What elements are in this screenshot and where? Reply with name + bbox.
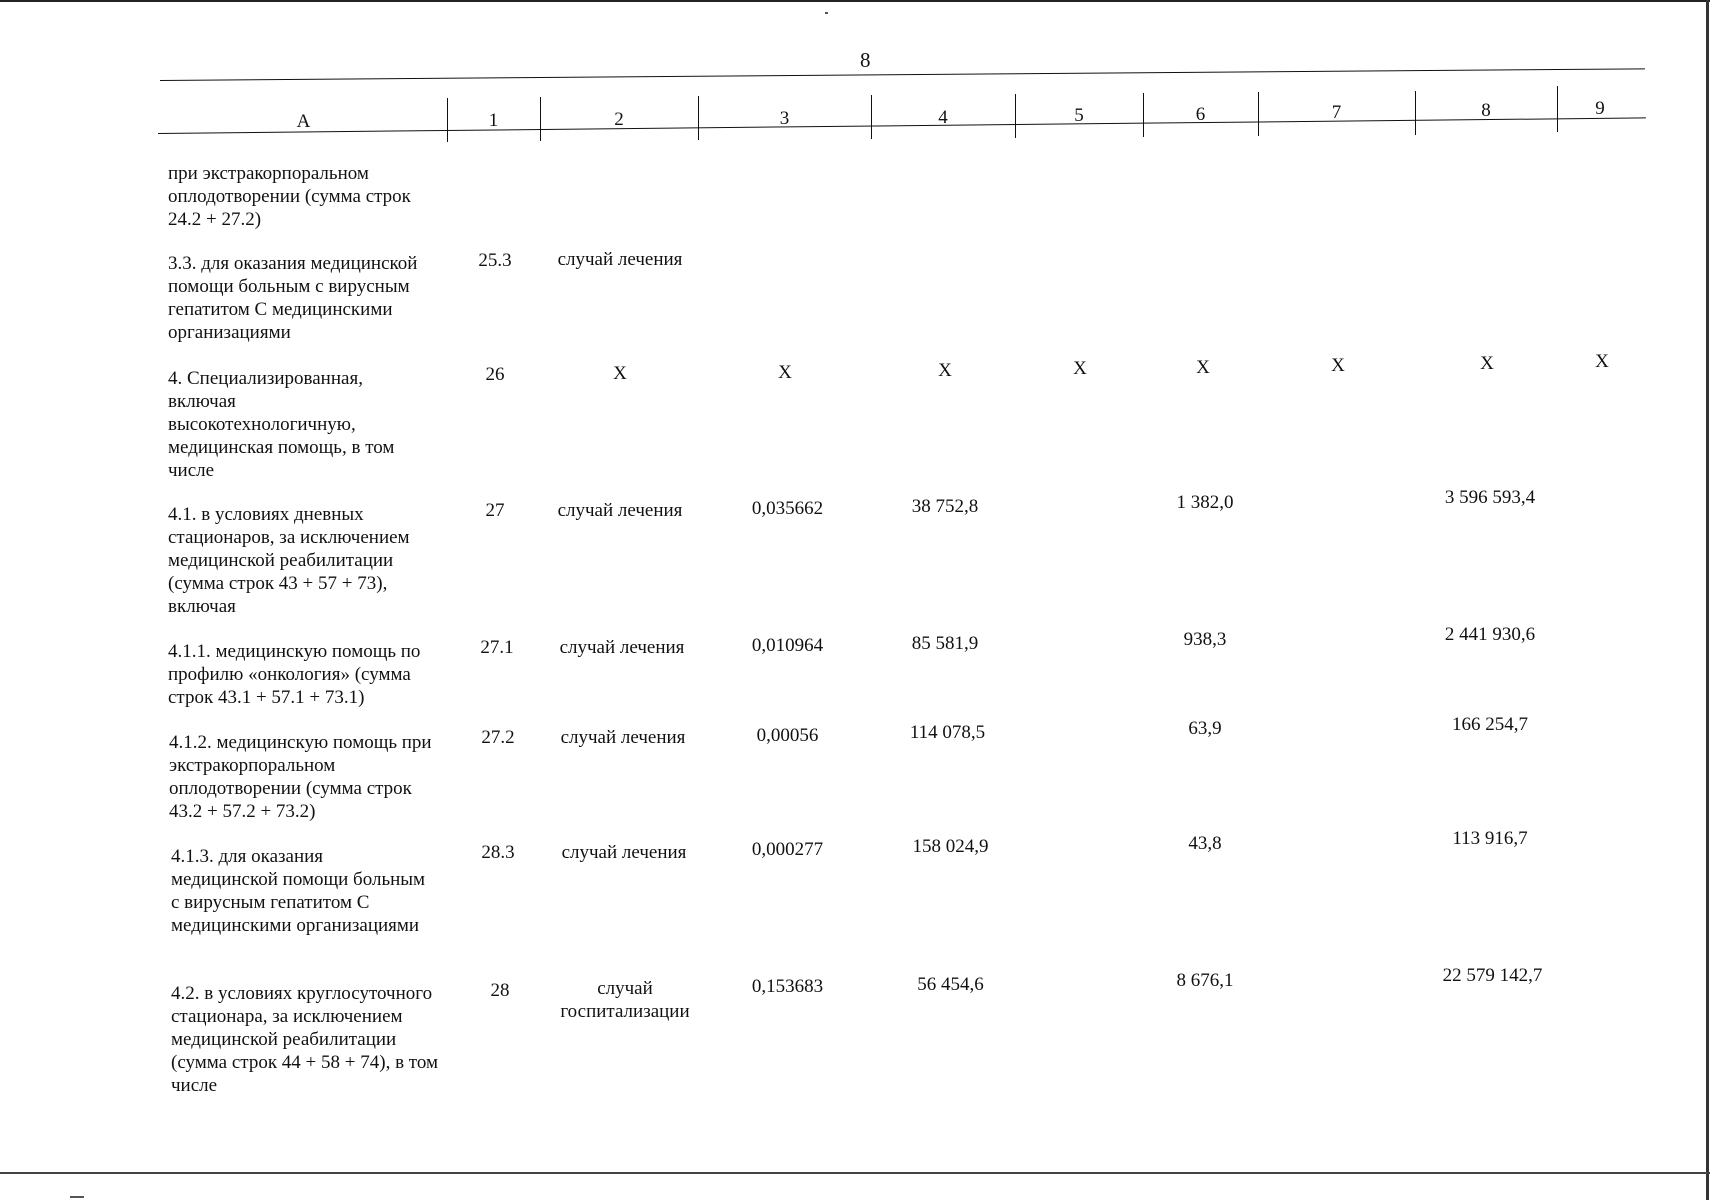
row-value-6: 938,3 (1183, 629, 1227, 650)
row-description: 4.2. в условиях круглосуточного стационара, за исключением медицинской реабилитации (сумма строк 44 + 58 + 74), в том числе (171, 983, 439, 1096)
row-description: 4.1. в условиях дневных стационаров, за исключением медицинской реабилитации (сумма строк 43 + 57 + 73), включая (168, 504, 410, 617)
row-code: 27 (485, 500, 505, 521)
row-value-8: 2 441 930,6 (1444, 624, 1536, 645)
row-value-4: X (938, 360, 952, 381)
row-code: 26 (485, 364, 505, 385)
scan-border-top (0, 0, 1710, 2)
row-unit: случай лечения (560, 727, 686, 748)
row-value-4: 56 454,6 (917, 974, 984, 995)
row-value-8: X (1480, 353, 1494, 374)
row-value-6: 43,8 (1188, 833, 1222, 854)
row-unit: случай лечения (561, 842, 687, 863)
row-value-4: 85 581,9 (911, 633, 979, 654)
scan-speck (825, 12, 828, 14)
header-col-3: 3 (779, 108, 790, 129)
row-value-5: X (1073, 358, 1087, 379)
row-code: 27.1 (480, 637, 514, 658)
row-description: 4.1.2. медицинскую помощь при экстракорпоральном оплодотворении (сумма строк 43.2 + 57.2 + 73.2) (169, 732, 432, 822)
row-unit: случай лечения (557, 500, 683, 521)
row-value-8: 166 254,7 (1452, 714, 1528, 735)
header-col-4: 4 (938, 107, 948, 128)
row-value-3: 0,035662 (751, 498, 824, 519)
header-rule-top (160, 68, 1645, 81)
row-value-4: 114 078,5 (909, 722, 986, 743)
header-col-1: 1 (488, 110, 499, 131)
row-description: 4.1.1. медицинскую помощь по профилю «онкология» (сумма строк 43.1 + 57.1 + 73.1) (168, 641, 421, 708)
row-description: 4. Специализированная, включая высокотехнологичную, медицинская помощь, в том числе (168, 368, 395, 481)
header-col-7: 7 (1331, 102, 1342, 123)
row-value-6: 63,9 (1188, 718, 1222, 739)
row-value-8: 3 596 593,4 (1444, 487, 1536, 508)
row-unit: X (613, 363, 627, 384)
scan-border-bottom (0, 1172, 1710, 1174)
scan-border-right (1706, 0, 1709, 1200)
row-value-6: 1 382,0 (1176, 492, 1234, 513)
row-code: 28.3 (481, 842, 515, 863)
row-unit: случай лечения (557, 249, 683, 270)
row-value-6: 8 676,1 (1176, 970, 1234, 991)
row-description: 4.1.3. для оказания медицинской помощи больным с вирусным гепатитом С медицинскими организациями (171, 846, 426, 936)
header-col-a: А (296, 111, 311, 132)
header-col-9: 9 (1595, 98, 1605, 119)
row-value-3: 0,010964 (751, 635, 824, 656)
row-code: 25.3 (478, 250, 512, 271)
row-value-8: 113 916,7 (1452, 828, 1528, 849)
header-col-8: 8 (1481, 100, 1491, 121)
row-value-8: 22 579 142,7 (1442, 965, 1543, 986)
row-value-3: X (778, 362, 792, 383)
row-value-3: 0,153683 (751, 976, 824, 997)
row-value-4: 158 024,9 (912, 836, 989, 857)
scan-speck (70, 1196, 84, 1198)
header-col-6: 6 (1195, 104, 1206, 125)
header-col-2: 2 (614, 109, 624, 130)
row-unit: случай госпитализации (560, 978, 690, 1022)
row-value-7: X (1331, 355, 1345, 376)
row-code: 27.2 (481, 727, 515, 748)
page-number: 8 (860, 48, 871, 72)
row-description: 3.3. для оказания медицинской помощи больным с вирусным гепатитом С медицинскими организациями (168, 253, 418, 343)
row-value-3: 0,00056 (756, 725, 819, 746)
row-description: при экстракорпоральном оплодотворении (сумма строк 24.2 + 27.2) (168, 163, 411, 230)
header-col-5: 5 (1074, 105, 1084, 126)
row-unit: случай лечения (559, 637, 685, 658)
row-value-3: 0,000277 (751, 839, 824, 860)
row-value-6: X (1196, 357, 1210, 378)
row-code: 28 (490, 980, 510, 1001)
row-value-4: 38 752,8 (911, 496, 979, 517)
row-value-9: X (1595, 351, 1609, 372)
